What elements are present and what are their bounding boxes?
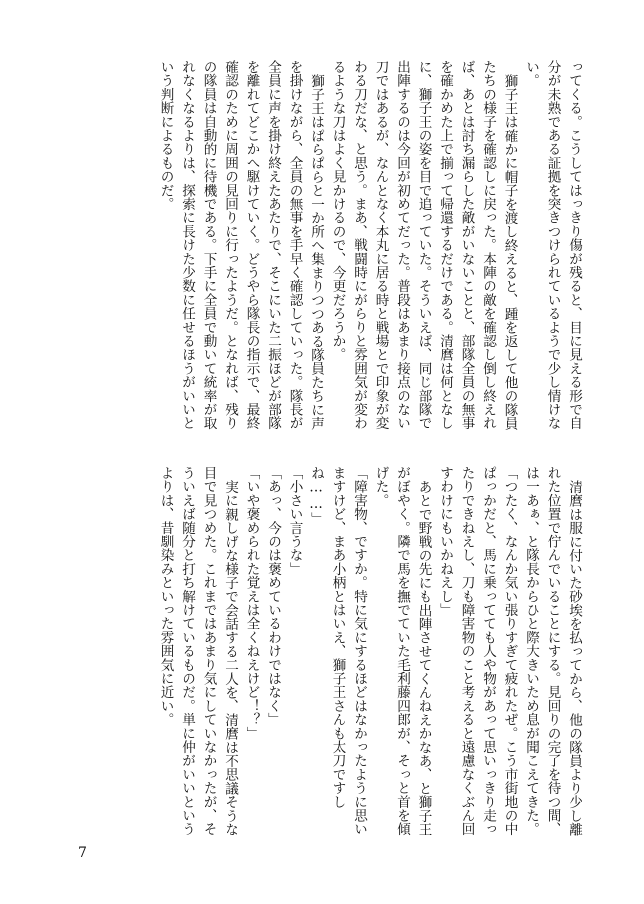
dialogue-line-3: 「小さい言うな」 <box>286 466 303 576</box>
paragraph-4: 清麿は服に付いた砂埃を払ってから、他の隊員より少し離れた位置で佇んでいることにする。見回りの完了を待つ間、は一あぁ、と隊長からひと際大きいため息が聞こえてきた。 <box>523 466 582 836</box>
paragraph-6: 実に親しげな様子で会話する二人を、清麿は不思議そうな目で見つめた。これまではあまり気にしていなかったが、そういえば随分と打ち解けているものだ。単に仲がいいというよりは、昔馴染みといった雰囲気に近い。 <box>157 466 238 836</box>
page-number: 7 <box>78 845 87 861</box>
paragraph-2: 獅子王は確かに帽子を渡し終えると、踵を返して他の隊員たちの様子を確認しに戻った。本陣の敵を確認し倒し終えれば、あとは討ち漏らした敵がいないことと、部隊全員の無事を確かめた上で揃って帰還するだけである。清麿は何となしに、獅子王の姿を目で追っていた。そういえば、同じ部隊で出陣するのは今回が初めてだった。普段はあまり接点のない刀ではあるが、なんとなく本丸に居る時と戦場とで印象が変わる刀だな、と思う。まあ、戦闘時にがらりと雰囲気が変わるような刀はよく見かけるので、今更だろうか。 <box>329 60 518 430</box>
dialogue-line-4: 「あっ、今のは褒めているわけではなく」 <box>265 466 281 727</box>
upper-text-block <box>72 60 584 432</box>
lower-text-block <box>72 466 584 838</box>
dialogue-line-1: 「つたく、なんか気い張りすぎて疲れたぜ。こう市街地の中ぱっかだと、馬に乗ってても人や物があって思いっきり走ったりできねえし、刀も障害物のこと考えると遠慮なくぶん回すわけにもいかねえし」 <box>437 466 518 836</box>
dialogue-line-5: 「いや褒められた覚えは全くねえけど！？」 <box>243 466 260 740</box>
dialogue-line-2: 「障害物、ですか。特に気にするほどはなかったように思いますけど、まあ小柄とはいえ、獅子王さんも太刀ですしね……」 <box>308 466 367 836</box>
paragraph-5: あとで野戦の先にも出陣させてくんねえかなあ、と獅子王がぼやく。隣で馬を撫でていた毛利藤四郎が、そっと首を傾げた。 <box>372 466 432 836</box>
paragraph-3: 獅子王はぱらぱらと一か所へ集まりつつある隊員たちに声を掛けながら、全員の無事を手早く確認していった。隊長が全員に声を掛け終えたあたりで、そこにいた二振ほどが部隊を離れてどこかへ駆けていく。どうやら隊長の指示で、最終確認のために周囲の見回りに行ったようだ。となれば、残りの隊員は自動的に待機である。下手に全員で動いて統率が取れなくなるよりは、探索に長けた少数に任せるほうがいいという判断によるものだ。 <box>157 60 324 430</box>
paragraph-1: ってくる。こうしてはっきり傷が残ると、目に見える形で自分が未熟である証拠を突きつけられているようで少し情けない。 <box>523 60 582 430</box>
